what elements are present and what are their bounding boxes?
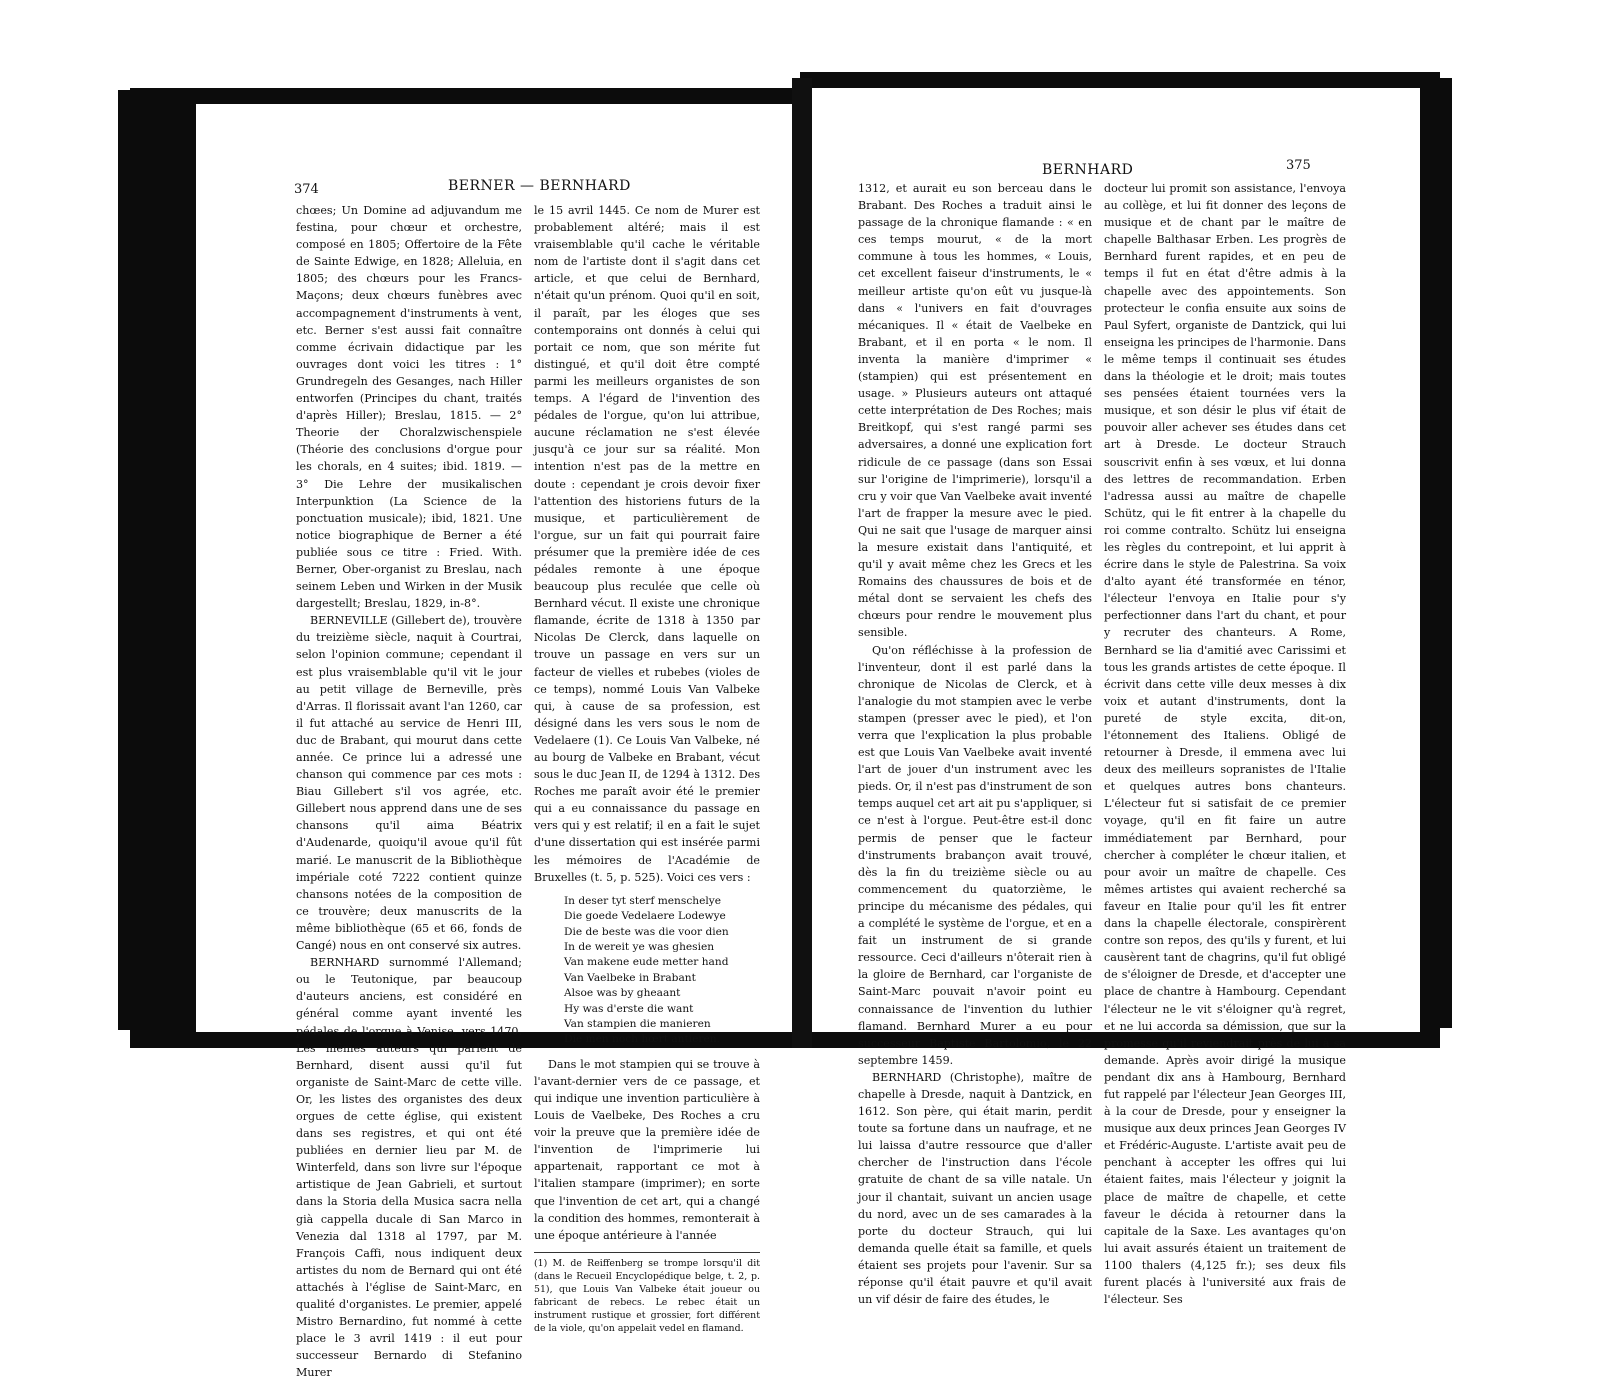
left-page-folio: 374 [294,182,319,197]
poem-line: In de wereit ye was ghesien [564,940,715,953]
poem-line: Van stampien die manieren [564,1018,711,1030]
footnote: (1) M. de Reiffenberg se trompe lorsqu'il dit (dans le Recueil Encyclopédique belge, t. 2, p. 51), que Louis Van Valbeke était joueur ou fabricant de rebecs. Le rebec était un instrument rustique et grossier, fort différent de la viole, qu'on appelait vedel en flamand. [534,1252,760,1335]
poem-line: In deser tyt sterf menschelye [564,894,721,907]
flemish-poem [564,894,760,1048]
right-page-folio: 375 [1286,158,1311,173]
bernhard-christophe-entry: BERNHARD (Christophe), maître de chapelle à Dresde, naquit à Dantzick, en 1612. Son père, qui était marin, perdit toute sa fortune dans un naufrage, et ne lui laissa d'autre ressource que d'aller chercher de l'instruction dans l'école gratuite de chant de sa ville natale. Un jour il chantait, suivant un ancien usage du nord, avec un de ses camarades à la porte du docteur Strauch, qui lui demanda quelle était sa famille, et quels étaient ses projets pour l'avenir. Sur sa réponse qu'il était pauvre et qu'il avait un vif désir de faire des études, le [858,1070,1092,1307]
left-running-head: BERNER — BERNHARD [448,178,631,194]
scan-border-left [118,90,208,1030]
poem-line: Die de beste was die voor dien [564,925,729,938]
right-page [812,88,1420,1307]
book-gutter [792,78,812,1048]
poem-line: Van Vaelbeke in Brabant [564,971,696,984]
left-page [196,104,792,1380]
right-running-head: BERNHARD [1042,162,1134,178]
left-column-1 [296,202,522,1381]
right-column-2 [1104,180,1346,1308]
poem-line: Hy was d'erste die want [564,1002,694,1015]
bernhard-continuation: le 15 avril 1445. Ce nom de Murer est probablement altéré; mais il est vraisemblable qu'il cache le véritable nom de l'artiste dont il s'agit dans cet article, et que celui de Bernhard, n'était qu'un prénom. Quoi qu'il en soit, il paraît, par les éloges que ses contemporains ont donnés à celui qui portait ce nom, que son mérite fut distingué, et qu'il doit être compté parmi les meilleurs organistes de son temps. A l'égard de l'invention des pédales de l'orgue, qu'on lui attribue, aucune réclamation ne s'est élevée jusqu'à ce jour sur sa réalité. Mon intention n'est pas de la mettre en doute : cependant je crois devoir fixer l'attention des historiens futurs de la musique, et particulièrement de l'orgue, sur un fait qui pourrait faire présumer que la première idée de ces pédales remonte à une époque beaucoup plus reculée que celle où Bernhard vécut. Il existe une chronique flamande, écrite de 1318 à 1350 par Nicolas De Clerck, dans laquelle on trouve un passage en vers sur un facteur de vielles et rubebes (violes de ce temps), nommé Louis Van Valbeke qui, à cause de sa profession, est désigné dans les vers sous le nom de Vedelaere (1). Ce Louis Van Valbeke, né au bourg de Valbeke en Brabant, vécut sous le duc Jean II, de 1294 à 1312. Des Roches me paraît avoir été le premier qui a eu connaissance du passage en vers qui y est relatif; il en a fait le sujet d'une dissertation qui est insérée parmi les mémoires de l'Académie de Bruxelles (t. 5, p. 525). Voici ces vers : [534,204,761,884]
berneville-entry: BERNEVILLE (Gillebert de), trouvère du treizième siècle, naquit à Courtrai, selon l'opinion commune; cependant il est plus vraisemblable qu'il vit le jour au petit village de Berneville, près d'Arras. Il florissait avant l'an 1260, car il fut attaché au service de Henri III, duc de Brabant, qui mourut dans cette année. Ce prince lui a adressé une chanson qui commence par ces mots : Biau Gillebert s'il vos agrée, etc. Gillebert nous apprend dans une de ses chansons qu'il aima Béatrix d'Audenarde, quoiqu'il avoue qu'il fût marié. Le manuscrit de la Bibliothèque impériale coté 7222 contient quinze chansons notées de la composition de ce trouvère; deux manuscrits de la même bibliothèque (65 et 66, fonds de Cangé) nous en ont conservé six autres. [296,614,522,953]
stampien-paragraph: Dans le mot stampien qui se trouve à l'avant-dernier vers de ce passage, et qui indique une invention particulière à Louis de Vaelbeke, Des Roches a cru voir la preuve que la première idée de l'invention de l'imprimerie lui appartenait, rapportant ce mot à l'italien stampare (imprimer); en sorte que l'invention de cet art, qui a changé la condition des hommes, remonterait à une époque antérieure à l'année [534,1057,760,1242]
left-column-2 [534,202,760,1335]
stampien-continuation: 1312, et aurait eu son berceau dans le Brabant. Des Roches a traduit ainsi le passage de la chronique flamande : « en ces temps mourut, « de la mort commune à tous les hommes, « Louis, cet excellent faiseur d'instruments, le « meilleur artiste qu'on eût vu jusque-là dans « l'univers en fait d'ouvrages mécaniques. Il « était de Vaelbeke en Brabant, et il en porta « le nom. Il inventa la manière d'imprimer « (stampien) qui est présentement en usage. » Plusieurs auteurs ont attaqué cette interprétation de Des Roches; mais Breitkopf, qui s'est rangé parmi ses adversaires, a donné une explication fort ridicule de ce passage (dans son Essai sur l'origine de l'imprimerie), lorsqu'il a cru y voir que Van Vaelbeke avait inventé l'art de frapper la mesure avec le pied. Qui ne sait que l'usage de marquer ainsi la mesure existait dans l'antiquité, et qu'il y avait même chez les Grecs et les Romains des chaussures de bois et de métal dont se servaient les chefs des chœurs pour rendre le mouvement plus sensible. [858,182,1092,640]
right-column-1 [858,180,1092,1308]
poem-line: Die men noch hœrt antieren. [564,1033,720,1046]
bernhard-entry: BERNHARD surnommé l'Allemand; ou le Teutonique, par beaucoup d'auteurs anciens, est considéré en général comme ayant inventé les pédales de l'orgue à Venise, vers 1470. Les mêmes auteurs qui parlent de Bernhard, disent aussi qu'il fut organiste de Saint-Marc de cette ville. Or, les listes des organistes des deux orgues de cette église, qui existent dans ses registres, et qui ont été publiées en dernier lieu par M. de Winterfeld, dans son livre sur l'époque artistique de Jean Gabrieli, et surtout dans la Storia della Musica sacra nella già cappella ducale di San Marco in Venezia dal 1318 al 1797, par M. François Caffi, nous indiquent deux artistes du nom de Bernard qui ont été attachés à l'église de Saint-Marc, en qualité d'organistes. Le premier, appelé Mistro Bernardino, fut nommé à cette place le 3 avril 1419 : il eut pour successeur Bernardo di Stefanino Murer [296,956,522,1380]
poem-line: Alsoe was by gheaant [564,987,681,1000]
bernhard-christophe-continuation: docteur lui promit son assistance, l'envoya au collège, et lui fit donner des leçons de musique et de chant par le maître de chapelle Balthasar Erben. Les progrès de Bernhard furent rapides, et en peu de temps il fut en état d'être admis à la chapelle avec des appointements. Son protecteur le confia ensuite aux soins de Paul Syfert, organiste de Dantzick, qui lui enseigna les principes de l'harmonie. Dans le même temps il continuait ses études dans la théologie et le droit; mais toutes ses pensées étaient tournées vers la musique, et son désir le plus vif était de pouvoir aller achever ses études dans cet art à Dresde. Le docteur Strauch souscrivit enfin à ses vœux, et lui donna des lettres de recommandation. Erben l'adressa aussi au maître de chapelle Schütz, qui le fit entrer à la chapelle du roi comme contralto. Schütz lui enseigna les règles du contrepoint, et lui apprit à écrire dans le style de Palestrina. Sa voix d'alto ayant été transformée en ténor, l'électeur l'envoya en Italie pour s'y perfectionner dans l'art du chant, et pour y recruter des chanteurs. A Rome, Bernhard se lia d'amitié avec Carissimi et tous les grands artistes de cette époque. Il écrivit dans cette ville deux messes à dix voix et autant d'instruments, dont la pureté de style excita, dit-on, l'étonnement des Italiens. Obligé de retourner à Dresde, il emmena avec lui deux des meilleurs sopranistes de l'Italie et quelques autres bons chanteurs. L'électeur fut si satisfait de ce premier voyage, qu'il en fit faire un autre immédiatement par Bernhard, pour chercher à compléter le chœur italien, et pour avoir un maître de chapelle. Ces mêmes artistes qui avaient recherché sa faveur en Italie pour qu'il les fit entrer dans la chapelle électorale, conspirèrent contre son repos, des qu'ils y furent, et lui causèrent tant de chagrins, qu'il fut obligé de s'éloigner de Dresde, et d'accepter une place de chantre à Hambourg. Cependant l'électeur ne le vit s'éloigner qu'à regret, et ne lui accorda sa démission, que sur la promesse qu'il reviendrait près de lui à sa demande. Après avoir dirigé la musique pendant dix ans à Hambourg, Bernhard fut rappelé par l'électeur Jean Georges III, à la cour de Dresde, pour y enseigner la musique aux deux princes Jean Georges IV et Frédéric-Auguste. L'artiste avait peu de penchant à accepter les offres qui lui étaient faites, mais l'électeur y joignit la place de maître de chapelle, et cette faveur le décida à retourner dans la capitale de la Saxe. Les avantages qu'on lui avait assurés étaient un traitement de 1100 thalers (4,125 fr.); ses deux fils furent placés à l'université aux frais de l'électeur. Ses [1104,182,1346,1307]
scan-border-right [1416,78,1452,1028]
poem-line: Die goede Vedelaere Lodewye [564,910,726,923]
poem-line: Van makene eude metter hand [564,956,729,969]
berner-entry-continuation: chœes; Un Domine ad adjuvandum me festina, pour chœur et orchestre, composé en 1805; Offertoire de la Fête de Sainte Edwige, en 1828; Alleluia, en 1805; des chœurs pour les Francs-Maçons; deux chœurs funèbres avec accompagnement d'instruments à vent, etc. Berner s'est aussi fait connaître comme écrivain didactique par les ouvrages dont voici les titres : 1° Grundregeln des Gesanges, nach Hiller entworfen (Principes du chant, traités d'après Hiller); Breslau, 1815. — 2° Theorie der Choralzwischenspiele (Théorie des conclusions d'orgue pour les chorals, en 4 suites; ibid. 1819. — 3° Die Lehre der musikalischen Interpunktion (La Science de la ponctuation musicale); ibid, 1821. Une notice biographique de Berner a été publiée sous ce titre : Fried. With. Berner, Ober-organist zu Breslau, nach seinem Leben und Wirken in der Musik dargestellt; Breslau, 1829, in-8°. [296,204,522,611]
pedal-invention-paragraph: Qu'on réfléchisse à la profession de l'inventeur, dont il est parlé dans la chronique de Nicolas de Clerck, et à l'analogie du mot stampien avec le verbe stampen (presser avec le pied), et l'on verra que l'explication la plus probable est que Louis Van Vaelbeke avait inventé l'art de jouer d'un instrument avec les pieds. Or, il n'est pas d'instrument de son temps auquel cet art ait pu s'appliquer, si ce n'est à l'orgue. Peut-être est-il donc permis de penser que le facteur d'instruments brabançon avait trouvé, dès la fin du treizième siècle ou au commencement du quatorzième, le principe du mécanisme des pédales, qui a complété le système de l'orgue, et en a fait un instrument de si grande ressource. Ceci d'ailleurs n'ôterait rien à la gloire de Bernhard, car l'organiste de Saint-Marc pouvait n'avoir point eu connaissance de l'invention du luthier flamand. Bernhard Murer a eu pour successeur Baptiste Bartolomio, le 22 septembre 1459. [858,643,1092,1067]
